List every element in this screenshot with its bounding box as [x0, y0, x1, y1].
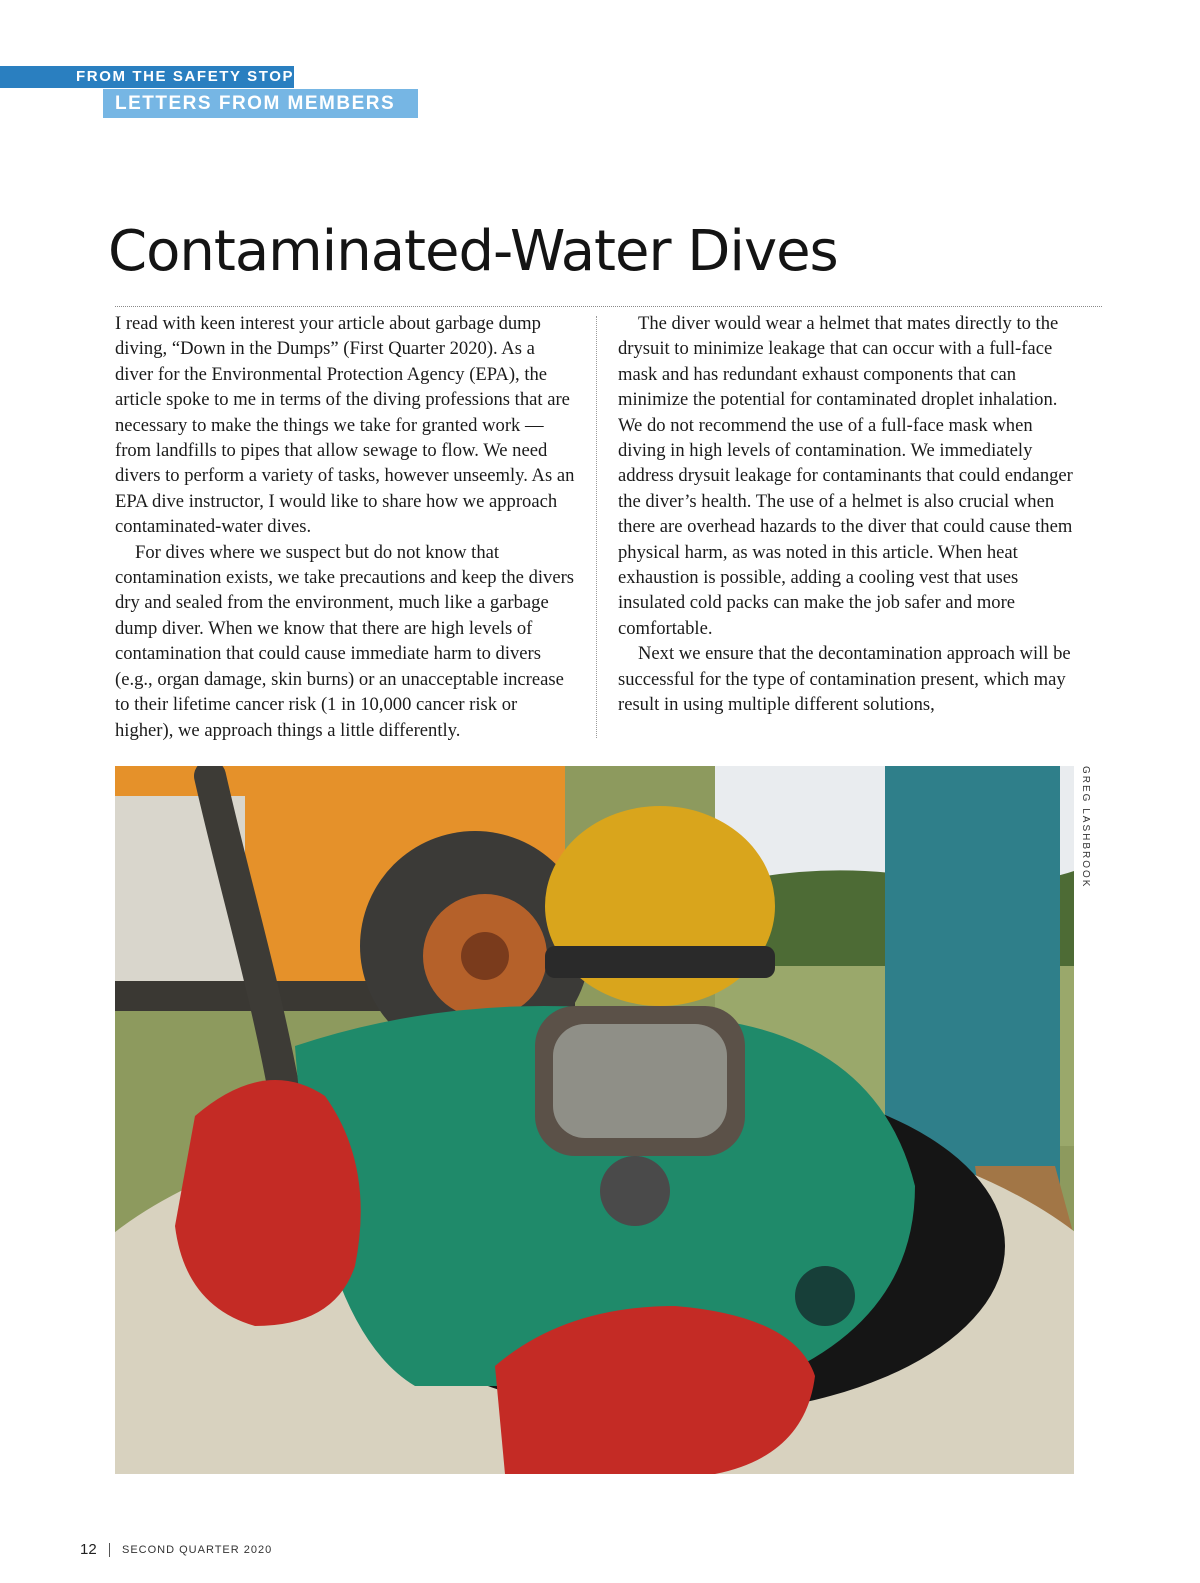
section-label: LETTERS FROM MEMBERS	[115, 93, 396, 114]
column-divider	[596, 316, 597, 738]
article-title: Contaminated-Water Dives	[108, 219, 838, 284]
photo-credit: GREG LASHBROOK	[1080, 766, 1091, 889]
footer-divider	[109, 1543, 110, 1557]
left-column	[115, 311, 577, 743]
issue-label: SECOND QUARTER 2020	[122, 1544, 273, 1556]
diver-photo	[115, 766, 1074, 1474]
right-column	[618, 311, 1078, 718]
paragraph: Next we ensure that the decontamination approach will be successful for the type of contamination present, which may result in using multiple different solutions,	[618, 643, 1071, 716]
paragraph: I read with keen interest your article about garbage dump diving, “Down in the Dumps” (First Quarter 2020). As a diver for the Environmental Protection Agency (EPA), the article spoke to me in terms of the diving professions that are necessary to make the things we take for granted work — from landfills to pipes that allow sewage to flow. We need divers to perform a variety of tasks, however unseemly. As an EPA dive instructor, I would like to share how we approach contaminated-water dives.	[115, 313, 575, 538]
page-number: 12	[80, 1541, 97, 1558]
title-rule	[115, 306, 1102, 307]
paragraph: The diver would wear a helmet that mates directly to the drysuit to minimize leakage that can occur with a full-face mask and has redundant exhaust components that can minimize the potential for contaminated droplet inhalation. We do not recommend the use of a full-face mask when diving in high levels of contamination. We immediately address drysuit leakage for contaminants that could endanger the diver’s health. The use of a helmet is also crucial when there are overhead hazards to the diver that could cause them physical harm, as was noted in this article. When heat exhaustion is possible, adding a cooling vest that uses insulated cold packs can make the job safer and more comfortable.	[618, 313, 1073, 639]
paragraph: For dives where we suspect but do not know that contamination exists, we take precautions and keep the divers dry and sealed from the environment, much like a garbage dump diver. When we know that there are high levels of contamination that could cause immediate harm to divers (e.g., organ damage, skin burns) or an unacceptable increase to their lifetime cancer risk (1 in 10,000 cancer risk or higher), we approach things a little differently.	[115, 541, 575, 741]
kicker-label: FROM THE SAFETY STOP	[76, 68, 295, 85]
